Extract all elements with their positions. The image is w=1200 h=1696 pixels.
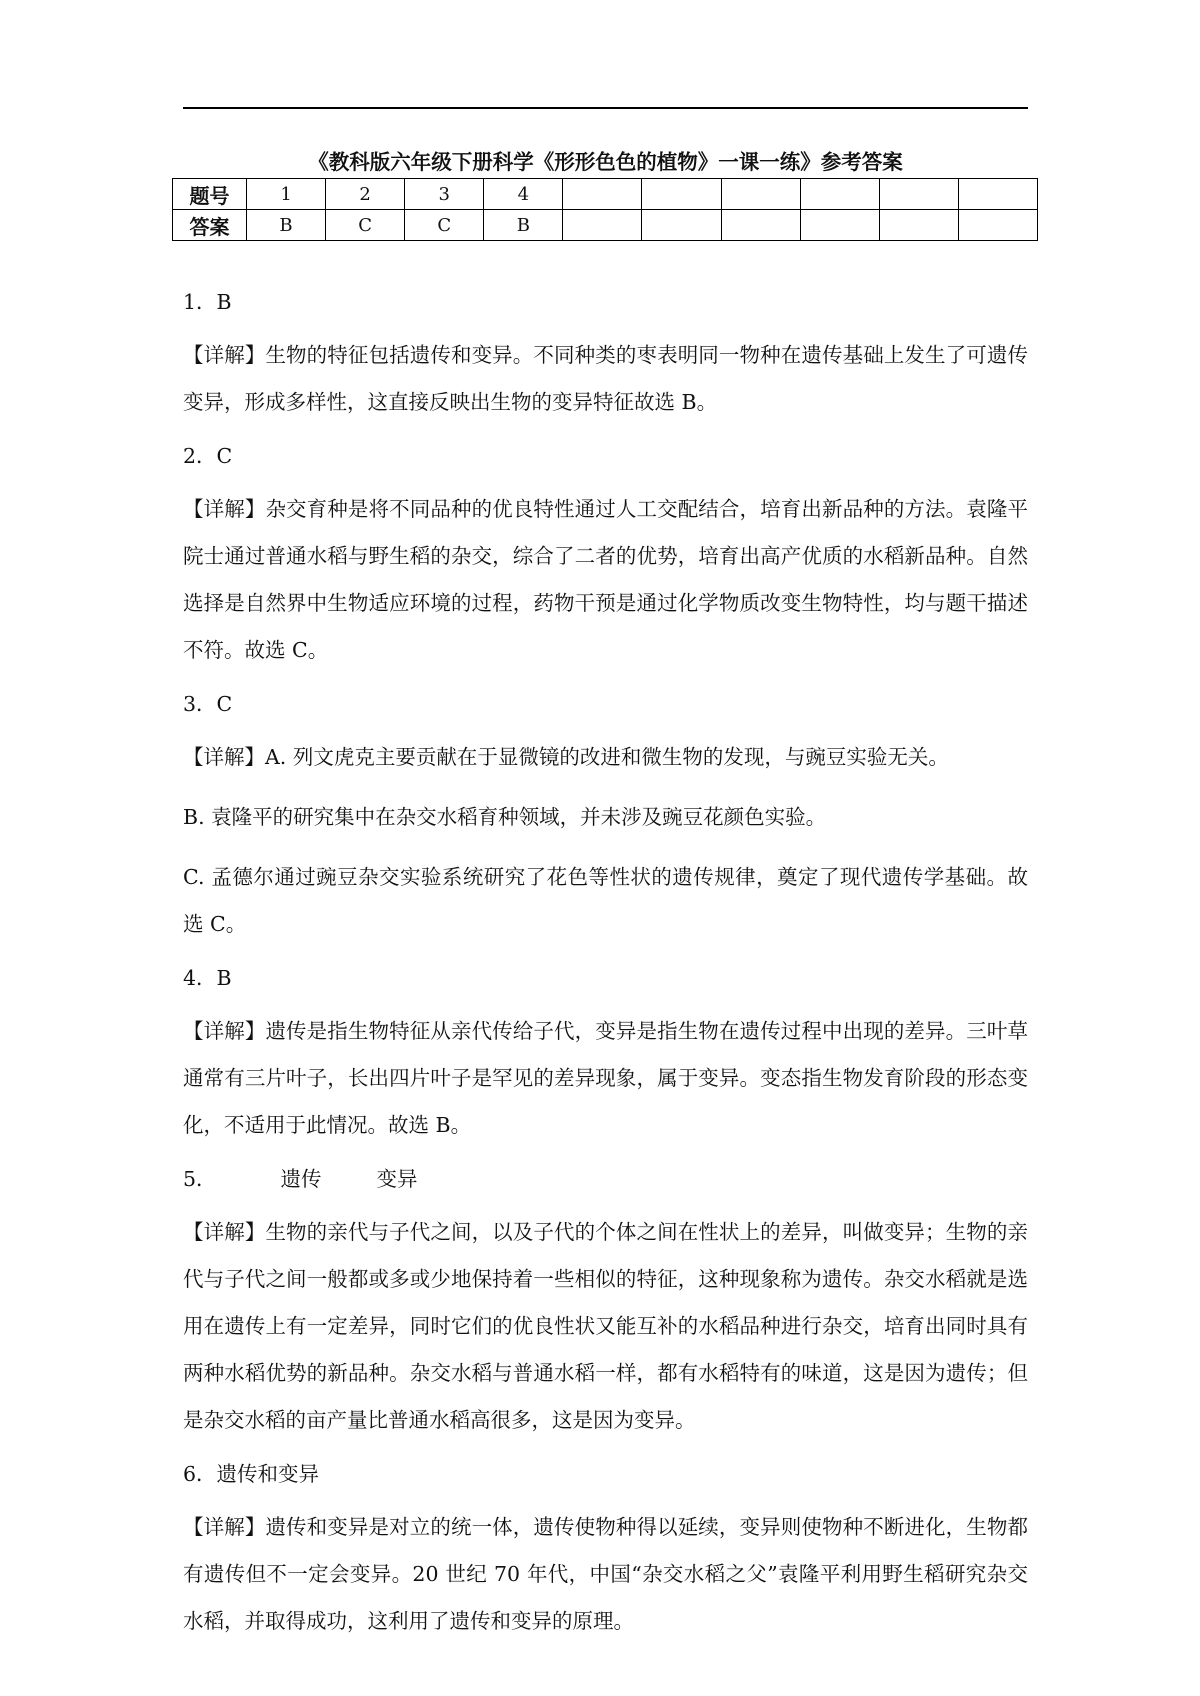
answer-cell: B [247, 210, 326, 241]
question-number-cell [800, 179, 879, 210]
question-number-cell [563, 179, 642, 210]
question-number-cell: 4 [484, 179, 563, 210]
explanation-paragraph: C. 孟德尔通过豌豆杂交实验系统研究了花色等性状的遗传规律，奠定了现代遗传学基础。故选 C。 [183, 865, 1028, 936]
explanation-paragraph: 【详解】杂交育种是将不同品种的优良特性通过人工交配结合，培育出新品种的方法。袁隆平院士通过普通水稻与野生稻的杂交，综合了二者的优势，培育出高产优质的水稻新品种。自然选择是自然界中生物适应环境的过程，药物干预是通过化学物质改变生物特性，均与题干描述不符。故选 C。 [183, 497, 1028, 662]
explanation-paragraph: 【详解】生物的亲代与子代之间，以及子代的个体之间在性状上的差异，叫做变异；生物的亲代与子代之间一般都或多或少地保持着一些相似的特征，这种现象称为遗传。杂交水稻就是选用在遗传上有一定差异，同时它们的优良性状又能互补的水稻品种进行杂交，培育出同时具有两种水稻优势的新品种。杂交水稻与普通水稻一样，都有水稻特有的味道，这是因为遗传；但是杂交水稻的亩产量比普通水稻高很多，这是因为变异。 [183, 1220, 1028, 1432]
question-number-cell [721, 179, 800, 210]
explanation-paragraph: 【详解】遗传和变异是对立的统一体，遗传使物种得以延续，变异则使物种不断进化，生物都有遗传但不一定会变异。20 世纪 70 年代，中国“杂交水稻之父”袁隆平利用野生稻研究杂交水稻，并取得成功，这利用了遗传和变异的原理。 [183, 1515, 1028, 1633]
question-number-cell: 1 [247, 179, 326, 210]
explanation-paragraph: 【详解】遗传是指生物特征从亲代传给子代，变异是指生物在遗传过程中出现的差异。三叶草通常有三片叶子，长出四片叶子是罕见的差异现象，属于变异。变态指生物发育阶段的形态变化，不适用于此情况。故选 B。 [183, 1019, 1028, 1137]
answer-cell [879, 210, 958, 241]
answer-cell [958, 210, 1037, 241]
row-label-answer: 答案 [173, 210, 247, 241]
header-rule [183, 107, 1028, 109]
fill-blank-answer: 变异 [376, 1167, 418, 1191]
question-number-cell: 2 [326, 179, 405, 210]
answer-explanations [183, 285, 1028, 1658]
answer-row [173, 210, 1038, 241]
fill-blank-answer: 遗传 [280, 1167, 322, 1191]
answer-heading-1: 1．B [183, 290, 232, 314]
answer-cell [563, 210, 642, 241]
answer-cell [800, 210, 879, 241]
question-number-row [173, 179, 1038, 210]
question-number-cell: 3 [405, 179, 484, 210]
answer-heading-3: 3．C [183, 692, 233, 716]
answer-table [172, 178, 1038, 241]
explanation-paragraph: 【详解】生物的特征包括遗传和变异。不同种类的枣表明同一物种在遗传基础上发生了可遗传变异，形成多样性，这直接反映出生物的变异特征故选 B。 [183, 343, 1028, 414]
explanation-paragraph: 【详解】A. 列文虎克主要贡献在于显微镜的改进和微生物的发现，与豌豆实验无关。 [183, 745, 949, 769]
document-title: 《教科版六年级下册科学《形形色色的植物》一课一练》参考答案 [308, 150, 903, 174]
answer-cell [721, 210, 800, 241]
explanation-paragraph: B. 袁隆平的研究集中在杂交水稻育种领域，并未涉及豌豆花颜色实验。 [183, 805, 827, 829]
answer-cell [642, 210, 721, 241]
answer-heading-6: 6．遗传和变异 [183, 1462, 320, 1486]
answer-cell: B [484, 210, 563, 241]
answer-heading-2: 2．C [183, 444, 233, 468]
question-number-cell [642, 179, 721, 210]
question-number-cell [958, 179, 1037, 210]
question-number-cell [879, 179, 958, 210]
answer-cell: C [405, 210, 484, 241]
row-label-question-number: 题号 [173, 179, 247, 210]
answer-heading-4: 4．B [183, 966, 232, 990]
answer-heading-5 [183, 1162, 1028, 1196]
answer-cell: C [326, 210, 405, 241]
answer-number: 5． [183, 1167, 217, 1191]
